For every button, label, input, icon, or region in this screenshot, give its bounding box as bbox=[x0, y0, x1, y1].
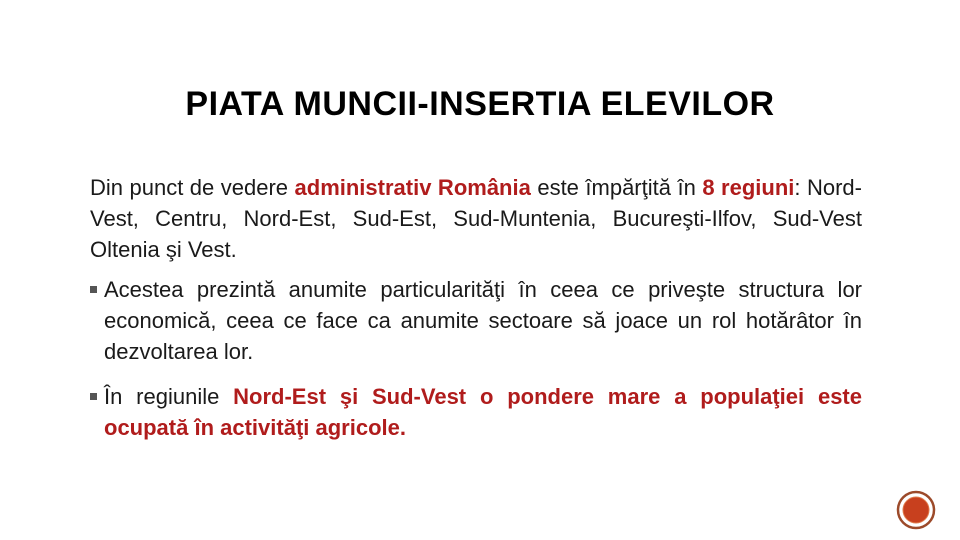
bullet-item-2 bbox=[90, 381, 862, 443]
bullet-item-1 bbox=[90, 274, 862, 367]
square-bullet-icon bbox=[90, 393, 97, 400]
bullet-1-text: Acestea prezintă anumite particularităţi în ceea ce priveşte structura lor economică, ceea ce face ca anumite sectoare să joace un rol hotărâtor în dezvoltarea lor. bbox=[104, 277, 862, 364]
slide-body bbox=[90, 172, 862, 443]
bullet-2-highlight: Nord-Est şi Sud-Vest bbox=[233, 384, 467, 409]
intro-text-3: : Nord-Vest, Centru, Nord-Est, Sud-Est, Sud-Muntenia, Bucureşti-Ilfov, Sud-Vest Oltenia şi Vest. bbox=[90, 175, 862, 262]
circular-badge-icon bbox=[896, 490, 936, 530]
slide-title: PIATA MUNCII-INSERTIA ELEVILOR bbox=[185, 85, 775, 123]
bullet-2-text-1: În regiunile bbox=[104, 384, 234, 409]
intro-highlight-2: 8 regiuni bbox=[702, 175, 795, 200]
intro-paragraph bbox=[90, 172, 862, 265]
intro-highlight-1: administrativ România bbox=[294, 175, 531, 200]
square-bullet-icon bbox=[90, 286, 97, 293]
intro-text-2: este împărţită în bbox=[530, 175, 703, 200]
bullet-2-text-2: o pondere mare a populaţiei este ocupată în activităţi agricole. bbox=[104, 384, 862, 440]
intro-text-1: Din punct de vedere bbox=[90, 175, 295, 200]
